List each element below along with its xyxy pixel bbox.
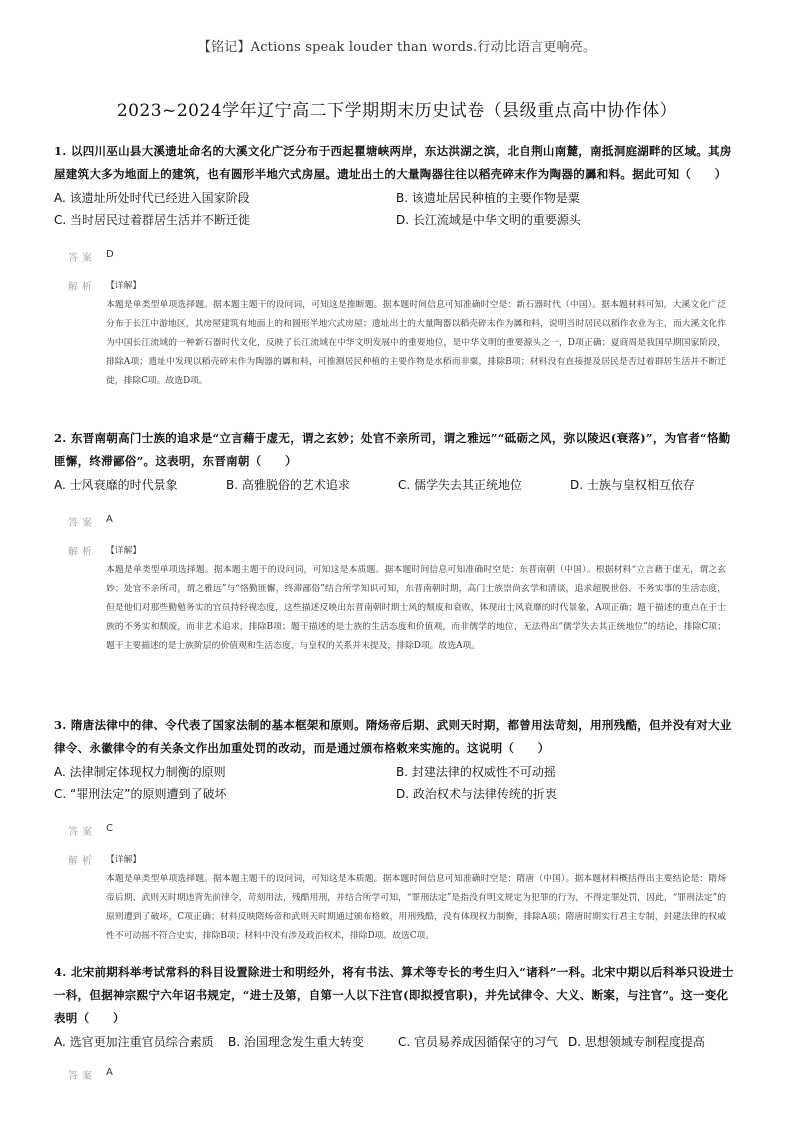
explanation-heading: 【详解】 xyxy=(106,281,142,291)
explanation-row xyxy=(54,542,740,656)
explanation-heading: 【详解】 xyxy=(106,546,142,556)
question-1 xyxy=(54,140,740,391)
question-2 xyxy=(54,427,740,656)
answer-row xyxy=(54,1067,740,1087)
question-stem: 4. 北宋前期科举考试常科的科目设置除进士和明经外，将有书法、算术等专长的考生归入“诸科”一科。北宋中期以后科举只设进士一科，但据神宗熙宁六年诏书规定，“进士及第，自第一人以下注官(即拟授官职)，并先试律令、大义、断案，与注官”。这一变化表明（ ） xyxy=(54,965,734,1025)
answer-label: 答案 xyxy=(68,253,96,264)
question-stem: 3. 隋唐法律中的律、令代表了国家法制的基本框架和原则。隋炀帝后期、武则天时期，都曾用法苛刻，用刑残酷，但并没有对大业律令、永徽律令的有关条文作出加重处罚的改动，而是通过颁布格敕来实施的。这说明（ ） xyxy=(54,718,732,755)
answer-value: A xyxy=(106,1067,113,1078)
option-c[interactable]: C. 当时居民过着群居生活并不断迁徙 xyxy=(54,213,251,227)
explanation-text: 本题是单类型单项选择题。据本题主题干的设问词，可知这是推断题。据本题时间信息可知准确时空是：新石器时代（中国）。据本题材料可知，大溪文化广泛分布于长江中游地区，其房屋建筑有地面上的和圆形半地穴式房屋；遗址出土的大量陶器以稻壳碎末作为羼和料，说明当时居民以稻作农业为主，而大溪文化作为中国长江流域的一种新石器时代文化，反映了长江流域在中华文明发展中的重要地位，是中华文明的重要源头之一，D项正确；夏商周是我国早期国家阶段，排除A项；遗址中发现以稻壳碎末作为陶器的羼和料，可推测居民种植的主要作物是水稻而非粟，排除B项；材料没有直接提及居民是否过着群居生活并不断迁徙，排除C项。故选D项。 xyxy=(106,300,726,386)
answer-label: 答案 xyxy=(68,1071,96,1082)
option-d[interactable]: D. 政治权术与法律传统的折衷 xyxy=(396,787,557,801)
question-stem: 2. 东晋南朝高门士族的追求是“立言藉于虚无，谓之玄妙；处官不亲所司，谓之雅远”“砥砺之风，弥以陵迟(衰落)”，为官者“恪勤匪懈，终滞鄙俗”。这表明，东晋南朝（ ） xyxy=(54,431,731,468)
option-a[interactable]: A. 该遗址所处时代已经进入国家阶段 xyxy=(54,191,250,205)
option-b[interactable]: B. 高雅脱俗的艺术追求 xyxy=(226,478,350,492)
explanation-body xyxy=(106,542,726,656)
answer-row xyxy=(54,514,740,534)
options xyxy=(54,187,740,231)
explanation-body xyxy=(106,277,726,391)
explanation-label: 解析 xyxy=(68,547,96,558)
option-d[interactable]: D. 思想领域专制程度提高 xyxy=(568,1035,705,1049)
option-d[interactable]: D. 士族与皇权相互依存 xyxy=(570,478,695,492)
answer-label: 答案 xyxy=(68,827,96,838)
question-stem: 1. 以四川巫山县大溪遗址命名的大溪文化广泛分布于西起瞿塘峡两岸，东达洪湖之滨，北自荆山南麓，南抵洞庭湖畔的区域。其房屋建筑大多为地面上的建筑，也有圆形半地穴式房屋。遗址出土的大量陶器往往以稻壳碎末作为陶器的羼和料。据此可知（ ） xyxy=(54,144,732,181)
answer-label: 答案 xyxy=(68,518,96,529)
answer-row xyxy=(54,823,740,843)
option-b[interactable]: B. 治国理念发生重大转变 xyxy=(228,1035,364,1049)
option-c[interactable]: C. 官员易养成因循保守的习气 xyxy=(398,1035,559,1049)
answer-value: A xyxy=(106,514,113,525)
option-c[interactable]: C. “罪刑法定”的原则遭到了破坏 xyxy=(54,787,227,801)
option-a[interactable]: A. 士风衰靡的时代景象 xyxy=(54,478,178,492)
explanation-text: 本题是单类型单项选择题。据本题主题干的设问词，可知这是本质题。据本题时间信息可知准确时空是：隋唐（中国）。据本题材料概括得出主要结论是：隋炀帝后期、武则天时期违背先前律令，苛刻用法，残酷用刑，并结合所学可知，“罪刑法定”是指没有明文规定为犯罪的行为，不得定罪处罚，因此，“罪刑法定”的原则遭到了破坏，C项正确；材料反映隋炀帝和武则天时期通过颁布格敕，用刑残酷，没有体现权力制衡，排除A项；隋唐时期实行君主专制，封建法律的权威性不可动摇不符合史实，排除B项；材料中没有涉及政治权术，排除D项。故选C项。 xyxy=(106,874,726,941)
explanation-text: 本题是单类型单项选择题。据本题主题干的设问词，可知这是本质题。据本题时间信息可知准确时空是：东晋南朝（中国）。根据材料“立言藉于虚无，谓之玄妙；处官不亲所司，谓之雅远”与“恪勤匪懈，终滞鄙俗”结合所学知识可知，东晋南朝时期，高门士族崇尚玄学和清谈，追求超脱世俗、不务实事的生活态度，但是他们对那些勤勉务实的官员持轻视态度，这些描述反映出东晋南朝时期士风的颓废和衰败，体现出士风衰靡的时代景象，A项正确；题干描述的重点在于士族的不务实和颓废，而非艺术追求，排除B项；题干描述的是士族的生活态度和价值观，而非儒学的地位，无法得出“儒学失去其正统地位”的结论，排除C项；题干主要描述的是士族阶层的价值观和生活态度，与皇权的关系并未提及，排除D项。故选A项。 xyxy=(106,565,726,651)
page-title: 2023~2024学年辽宁高二下学期期末历史试卷（县级重点高中协作体） xyxy=(116,101,678,121)
option-c[interactable]: C. 儒学失去其正统地位 xyxy=(398,478,523,492)
answer-row xyxy=(54,249,740,269)
option-b[interactable]: B. 封建法律的权威性不可动摇 xyxy=(396,765,556,779)
question-4 xyxy=(54,961,740,1087)
explanation-heading: 【详解】 xyxy=(106,855,142,865)
page-motto: 【铭记】Actions speak louder than words.行动比语言更响亮。 xyxy=(197,40,597,55)
option-b[interactable]: B. 该遗址居民种植的主要作物是粟 xyxy=(396,191,580,205)
explanation-row xyxy=(54,851,740,946)
option-d[interactable]: D. 长江流域是中华文明的重要源头 xyxy=(396,213,581,227)
answer-value: D xyxy=(106,249,114,260)
explanation-label: 解析 xyxy=(68,282,96,293)
answer-value: C xyxy=(106,823,113,834)
option-a[interactable]: A. 选官更加注重官员综合素质 xyxy=(54,1035,214,1049)
question-3 xyxy=(54,714,740,946)
options xyxy=(54,474,740,496)
explanation-row xyxy=(54,277,740,391)
explanation-body xyxy=(106,851,726,946)
explanation-label: 解析 xyxy=(68,856,96,867)
options xyxy=(54,761,740,805)
option-a[interactable]: A. 法律制定体现权力制衡的原则 xyxy=(54,765,226,779)
options xyxy=(54,1031,740,1053)
